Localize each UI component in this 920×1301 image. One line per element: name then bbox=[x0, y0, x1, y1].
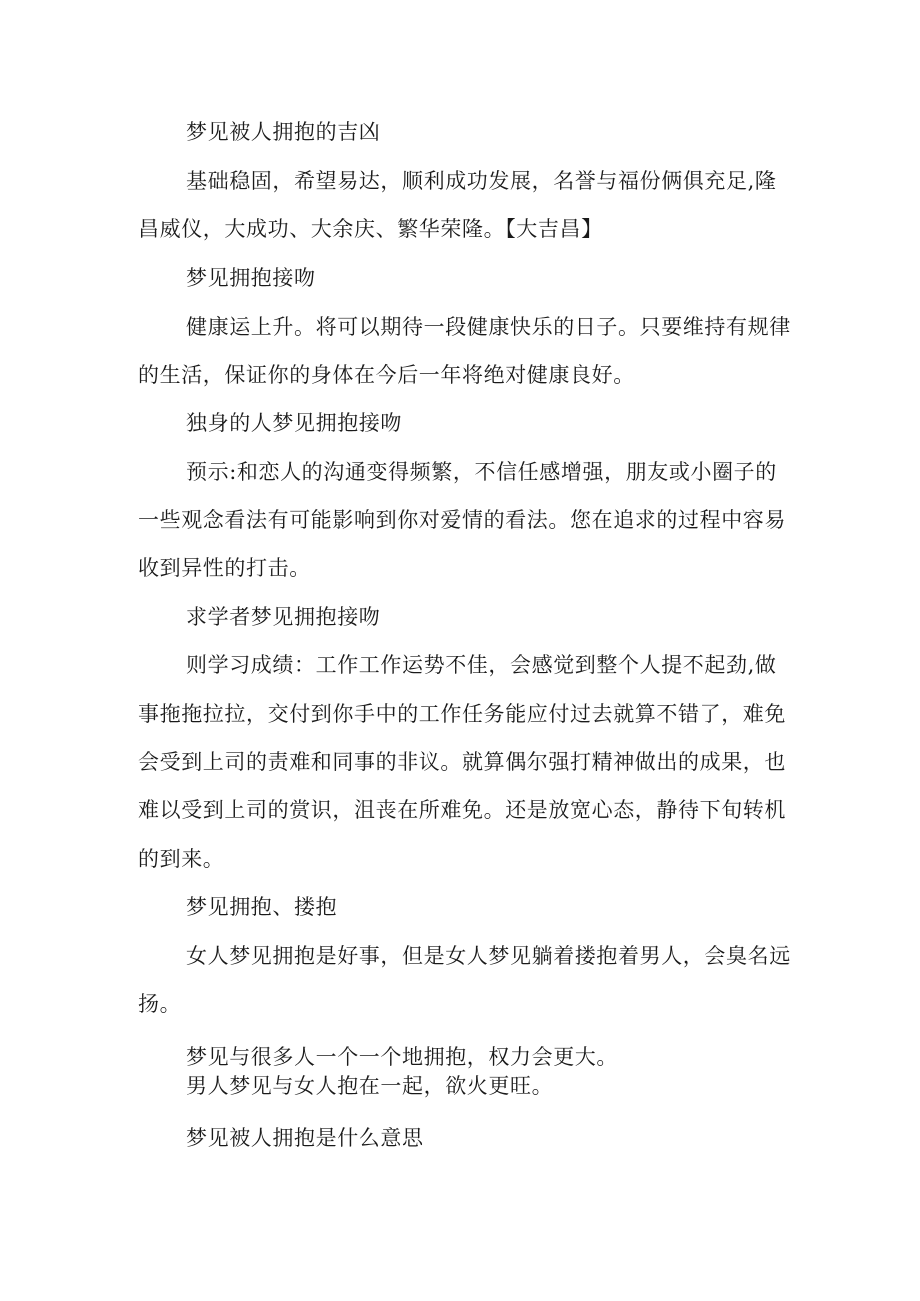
paragraph-line: 健康运上升。将可以期待一段健康快乐的日子。只要维持有规律 bbox=[186, 315, 791, 339]
paragraph-line: 一些观念看法有可能影响到你对爱情的看法。您在追求的过程中容易 bbox=[138, 508, 786, 532]
heading-embrace-fortune: 梦见被人拥抱的吉凶 bbox=[186, 120, 381, 144]
paragraph-line: 女人梦见拥抱是好事，但是女人梦见躺着搂抱着男人，会臭名远 bbox=[186, 944, 791, 968]
heading-embrace-hug: 梦见拥抱、搂抱 bbox=[186, 895, 338, 919]
paragraph-line: 扬。 bbox=[138, 992, 182, 1016]
heading-embrace-meaning: 梦见被人拥抱是什么意思 bbox=[186, 1126, 424, 1150]
paragraph-line: 预示:和恋人的沟通变得频繁，不信任感增强，朋友或小圈子的 bbox=[186, 460, 777, 484]
paragraph-line: 基础稳固，希望易达，顺利成功发展，名誉与福份俩俱充足,隆 bbox=[186, 169, 777, 193]
paragraph-line: 梦见与很多人一个一个地拥抱，权力会更大。 bbox=[186, 1045, 618, 1069]
paragraph-line: 的生活，保证你的身体在今后一年将绝对健康良好。 bbox=[138, 363, 635, 387]
paragraph-line: 事拖拖拉拉，交付到你手中的工作任务能应付过去就算不错了，难免 bbox=[138, 702, 786, 726]
paragraph-line: 会受到上司的责难和同事的非议。就算偶尔强打精神做出的成果，也 bbox=[138, 750, 786, 774]
paragraph-line: 则学习成绩：工作工作运势不佳，会感觉到整个人提不起劲,做 bbox=[186, 653, 777, 677]
heading-embrace-kiss: 梦见拥抱接吻 bbox=[186, 266, 316, 290]
paragraph-line: 昌威仪，大成功、大余庆、繁华荣隆。【大吉昌】 bbox=[138, 217, 603, 241]
paragraph-line: 男人梦见与女人抱在一起，欲火更旺。 bbox=[186, 1074, 554, 1098]
paragraph-line: 收到异性的打击。 bbox=[138, 556, 311, 580]
heading-single-embrace-kiss: 独身的人梦见拥抱接吻 bbox=[186, 411, 402, 435]
paragraph-line: 的到来。 bbox=[138, 847, 225, 871]
heading-student-embrace-kiss: 求学者梦见拥抱接吻 bbox=[186, 605, 381, 629]
paragraph-line: 难以受到上司的赏识，沮丧在所难免。还是放宽心态，静待下旬转机 bbox=[138, 798, 786, 822]
